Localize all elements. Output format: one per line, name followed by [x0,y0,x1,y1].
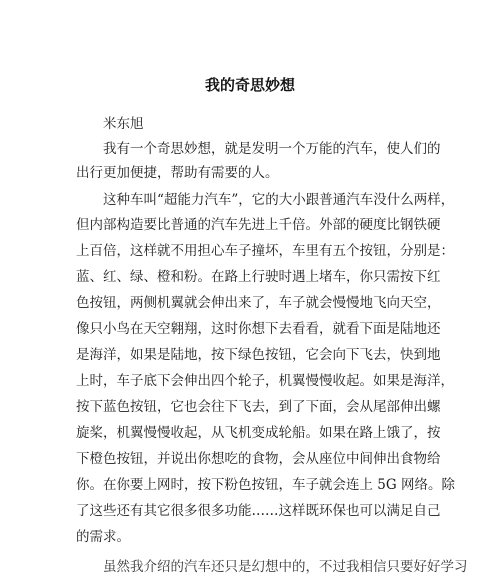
paragraph-line: 出行更加便捷，帮助有需要的人。 [76,165,279,181]
paragraph-line: 了这些还有其它很多很多功能……这样既环保也可以满足自己 [76,503,441,519]
paragraph-line-cut-off: 虽然我介绍的汽车还只是幻想中的，不过我相信只要好好学习 [103,559,468,575]
paragraph-line: 色按钮，两侧机翼就会伸出来了，车子就会慢慢地飞向天空， [76,295,441,311]
paragraph-line: 按下蓝色按钮，它也会往下飞去，到了下面，会从尾部伸出螺 [76,399,441,415]
paragraph-line: 这种车叫“超能力汽车”，它的大小跟普通汽车没什么两样， [103,192,455,208]
paragraph-line: 旋桨，机翼慢慢收起，从飞机变成轮船。如果在路上饿了，按 [76,425,441,441]
document-title: 我的奇思妙想 [204,76,295,94]
paragraph-line: 的需求。 [76,529,130,545]
paragraph-line: 上百倍，这样就不用担心车子撞坏，车里有五个按钮，分别是： [76,243,454,259]
paragraph-line: 我有一个奇思妙想，就是发明一个万能的汽车，使人们的 [103,141,441,157]
paragraph-line: 你。在你要上网时，按下粉色按钮，车子就会连上 5G 网络。除 [76,477,455,493]
paragraph-line: 像只小鸟在天空翱翔，这时你想下去看看，就看下面是陆地还 [76,321,441,337]
paragraph-line: 上时，车子底下会伸出四个轮子，机翼慢慢收起。如果是海洋， [76,373,454,389]
paragraph-line: 但内部构造要比普通的汽车先进上千倍。外部的硬度比钢铁硬 [76,217,441,233]
paragraph-line: 蓝、红、绿、橙和粉。在路上行驶时遇上堵车，你只需按下红 [76,269,441,285]
paragraph-line: 是海洋，如果是陆地，按下绿色按钮，它会向下飞去，快到地 [76,347,441,363]
author-name: 米东旭 [103,116,144,132]
paragraph-line: 下橙色按钮，并说出你想吃的食物，会从座位中间伸出食物给 [76,451,441,467]
